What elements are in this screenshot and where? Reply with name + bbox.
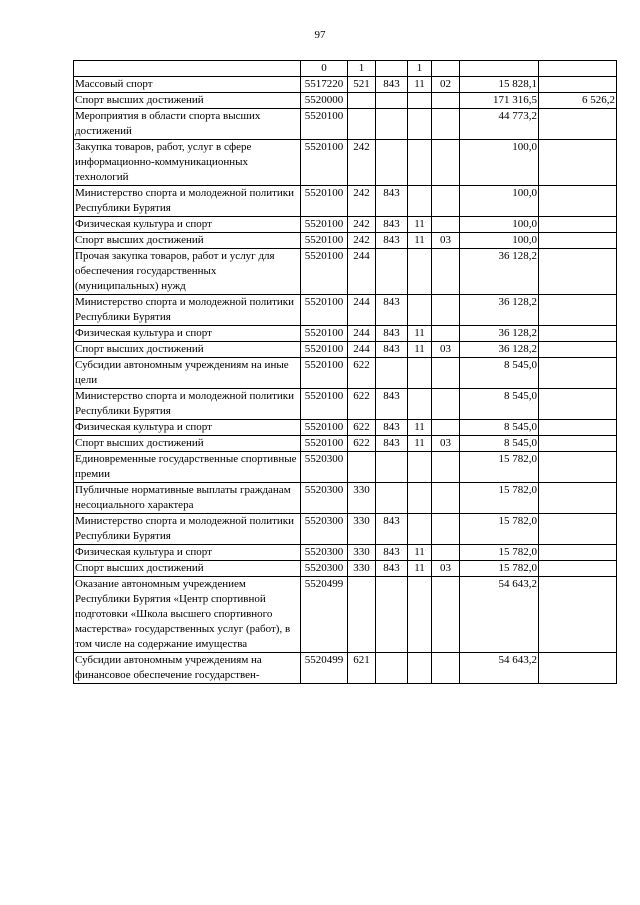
cell-pr [432,452,460,483]
cell-amount: 15 782,0 [460,545,539,561]
cell-name: Единовременные государственные спортивные премии [74,452,301,483]
table-row [74,342,617,358]
cell-name: Массовый спорт [74,77,301,93]
cell-name: Субсидии автономным учреждениям на иные цели [74,358,301,389]
cell-amount-2 [539,140,617,186]
cell-ved [376,358,408,389]
cell-ved: 843 [376,77,408,93]
cell-name: Спорт высших достижений [74,342,301,358]
cell-code: 5520100 [301,217,348,233]
cell-vr [348,452,376,483]
cell-rz [408,186,432,217]
cell-pr: 03 [432,342,460,358]
cell-rz: 11 [408,561,432,577]
cell-pr [432,295,460,326]
cell-code: 5520300 [301,514,348,545]
cell-vr [348,577,376,653]
cell-ved: 843 [376,514,408,545]
cell-rz: 11 [408,217,432,233]
budget-table [73,60,617,684]
cell-vr: 621 [348,653,376,684]
cell-code: 5520300 [301,545,348,561]
cell-vr: 330 [348,514,376,545]
cell-amount: 100,0 [460,186,539,217]
cell-amount: 44 773,2 [460,109,539,140]
cell-rz: 11 [408,436,432,452]
cell-vr [348,93,376,109]
cell-name: Закупка товаров, работ, услуг в сфере информационно-коммуникационных технологий [74,140,301,186]
cell-vr: 622 [348,358,376,389]
table-row [74,483,617,514]
table-row [74,545,617,561]
cell-name: Публичные нормативные выплаты гражданам несоциального характера [74,483,301,514]
cell-ved [376,577,408,653]
cell-vr: 330 [348,561,376,577]
table-row [74,436,617,452]
cell-vr: 244 [348,342,376,358]
cell-code: 5520100 [301,233,348,249]
table-row [74,77,617,93]
table-row [74,389,617,420]
cell-vr: 244 [348,326,376,342]
table-row [74,109,617,140]
cell-pr [432,514,460,545]
cell-amount-2 [539,420,617,436]
cell-code: 5520499 [301,653,348,684]
cell-rz [408,93,432,109]
cell-amount: 36 128,2 [460,326,539,342]
cell-ved: 843 [376,545,408,561]
cell-rz: 11 [408,420,432,436]
cell-rz [408,358,432,389]
cell-name: Министерство спорта и молодежной политики Республики Бурятия [74,514,301,545]
cell-name: Физическая культура и спорт [74,420,301,436]
cell-rz [408,452,432,483]
table-row [74,140,617,186]
cell-amount-2 [539,217,617,233]
table-row [74,358,617,389]
cell-amount-2 [539,358,617,389]
cell-rz [408,109,432,140]
table-row [74,217,617,233]
cell-code: 5520100 [301,326,348,342]
table-row [74,452,617,483]
cell-pr [432,93,460,109]
cell-name: Спорт высших достижений [74,436,301,452]
cell-rz: 11 [408,545,432,561]
cell-rz [408,389,432,420]
cell-name: Спорт высших достижений [74,93,301,109]
cell-pr [432,577,460,653]
cell-name: Спорт высших достижений [74,561,301,577]
cell-code: 5520100 [301,109,348,140]
cell-amount: 15 782,0 [460,514,539,545]
cell-amount-2 [539,109,617,140]
cell-code: 5520100 [301,295,348,326]
cell-ved [376,452,408,483]
cell-amount-2 [539,295,617,326]
cell-code: 5520300 [301,452,348,483]
cell-pr [432,249,460,295]
cell-amount: 8 545,0 [460,436,539,452]
cell-amount-2 [539,545,617,561]
cell-rz [408,577,432,653]
cell-amount-2 [539,77,617,93]
cell-vr: 521 [348,77,376,93]
cell-amount: 15 782,0 [460,452,539,483]
cell-ved [376,109,408,140]
cell-amount-2 [539,483,617,514]
cell-name: Физическая культура и спорт [74,326,301,342]
table-row [74,326,617,342]
cell-code: 5520100 [301,249,348,295]
cell-rz: 1 [408,61,432,77]
cell-code: 5517220 [301,77,348,93]
cell-ved [376,653,408,684]
cell-name: Мероприятия в области спорта высших достижений [74,109,301,140]
cell-vr: 244 [348,295,376,326]
cell-code: 5520100 [301,358,348,389]
cell-code: 5520100 [301,436,348,452]
cell-amount-2 [539,452,617,483]
cell-name: Субсидии автономным учреждениям на финансовое обеспечение государствен- [74,653,301,684]
cell-ved: 843 [376,561,408,577]
cell-vr: 622 [348,420,376,436]
cell-name: Министерство спорта и молодежной политики Республики Бурятия [74,295,301,326]
cell-ved [376,483,408,514]
cell-ved: 843 [376,326,408,342]
cell-pr [432,186,460,217]
table-row [74,186,617,217]
cell-name: Министерство спорта и молодежной политики Республики Бурятия [74,186,301,217]
cell-amount: 15 782,0 [460,483,539,514]
cell-ved: 843 [376,389,408,420]
cell-pr: 03 [432,436,460,452]
cell-amount-2 [539,436,617,452]
cell-code: 5520100 [301,389,348,420]
cell-amount: 8 545,0 [460,389,539,420]
cell-pr: 02 [432,77,460,93]
cell-ved: 843 [376,233,408,249]
cell-amount: 54 643,2 [460,577,539,653]
cell-amount-2 [539,186,617,217]
table-row [74,561,617,577]
cell-ved: 843 [376,342,408,358]
cell-rz [408,483,432,514]
cell-vr: 242 [348,233,376,249]
cell-vr: 1 [348,61,376,77]
cell-rz: 11 [408,233,432,249]
cell-rz [408,140,432,186]
cell-pr [432,326,460,342]
cell-rz: 11 [408,326,432,342]
cell-pr [432,653,460,684]
cell-name: Спорт высших достижений [74,233,301,249]
cell-amount: 100,0 [460,217,539,233]
cell-amount: 8 545,0 [460,420,539,436]
cell-amount: 36 128,2 [460,295,539,326]
cell-amount: 36 128,2 [460,342,539,358]
cell-name: Оказание автономным учреждением Республики Бурятия «Центр спортивной подготовки «Школа высшего спортивного мастерства» государственных услуг (работ), в том числе на содержание имущества [74,577,301,653]
cell-pr [432,545,460,561]
cell-amount: 15 828,1 [460,77,539,93]
cell-amount: 36 128,2 [460,249,539,295]
cell-pr: 03 [432,233,460,249]
cell-amount: 8 545,0 [460,358,539,389]
cell-pr [432,109,460,140]
cell-code: 5520300 [301,483,348,514]
cell-amount: 100,0 [460,233,539,249]
cell-rz [408,653,432,684]
cell-pr [432,483,460,514]
cell-amount-2 [539,514,617,545]
cell-code: 5520499 [301,577,348,653]
table-row [74,653,617,684]
cell-name: Прочая закупка товаров, работ и услуг для обеспечения государственных (муниципальных) нужд [74,249,301,295]
table-row [74,93,617,109]
table-row [74,249,617,295]
cell-pr [432,217,460,233]
cell-name: Физическая культура и спорт [74,545,301,561]
cell-code: 5520000 [301,93,348,109]
cell-code: 5520100 [301,420,348,436]
cell-ved: 843 [376,217,408,233]
table-row [74,577,617,653]
page-number: 97 [314,29,326,41]
cell-rz [408,295,432,326]
table-row [74,295,617,326]
cell-amount-2 [539,577,617,653]
cell-rz [408,249,432,295]
cell-code: 5520100 [301,342,348,358]
cell-rz [408,514,432,545]
table-row [74,514,617,545]
cell-vr: 622 [348,389,376,420]
cell-amount-2 [539,561,617,577]
cell-code: 5520100 [301,140,348,186]
cell-amount: 15 782,0 [460,561,539,577]
cell-code: 5520300 [301,561,348,577]
cell-ved: 843 [376,436,408,452]
cell-amount-2 [539,249,617,295]
cell-code: 5520100 [301,186,348,217]
cell-amount-2 [539,389,617,420]
cell-amount-2 [539,653,617,684]
cell-vr: 330 [348,545,376,561]
cell-name: Министерство спорта и молодежной политики Республики Бурятия [74,389,301,420]
cell-pr [432,140,460,186]
cell-name: Физическая культура и спорт [74,217,301,233]
cell-ved: 843 [376,186,408,217]
cell-rz: 11 [408,77,432,93]
table-row [74,233,617,249]
cell-vr: 242 [348,186,376,217]
cell-vr: 622 [348,436,376,452]
cell-ved: 843 [376,295,408,326]
table-row-continuation [74,61,617,77]
cell-pr [432,420,460,436]
cell-pr [432,389,460,420]
cell-pr: 03 [432,561,460,577]
cell-amount-2 [539,342,617,358]
cell-vr: 330 [348,483,376,514]
cell-amount: 54 643,2 [460,653,539,684]
cell-amount: 100,0 [460,140,539,186]
cell-vr [348,109,376,140]
cell-amount-2: 6 526,2 [539,93,617,109]
cell-vr: 244 [348,249,376,295]
cell-ved [376,93,408,109]
cell-vr: 242 [348,217,376,233]
table-row [74,420,617,436]
cell-amount-2 [539,326,617,342]
cell-rz: 11 [408,342,432,358]
cell-ved [376,140,408,186]
cell-amount-2 [539,233,617,249]
cell-ved: 843 [376,420,408,436]
cell-amount: 171 316,5 [460,93,539,109]
cell-ved [376,249,408,295]
cell-code: 0 [301,61,348,77]
cell-pr [432,358,460,389]
cell-vr: 242 [348,140,376,186]
